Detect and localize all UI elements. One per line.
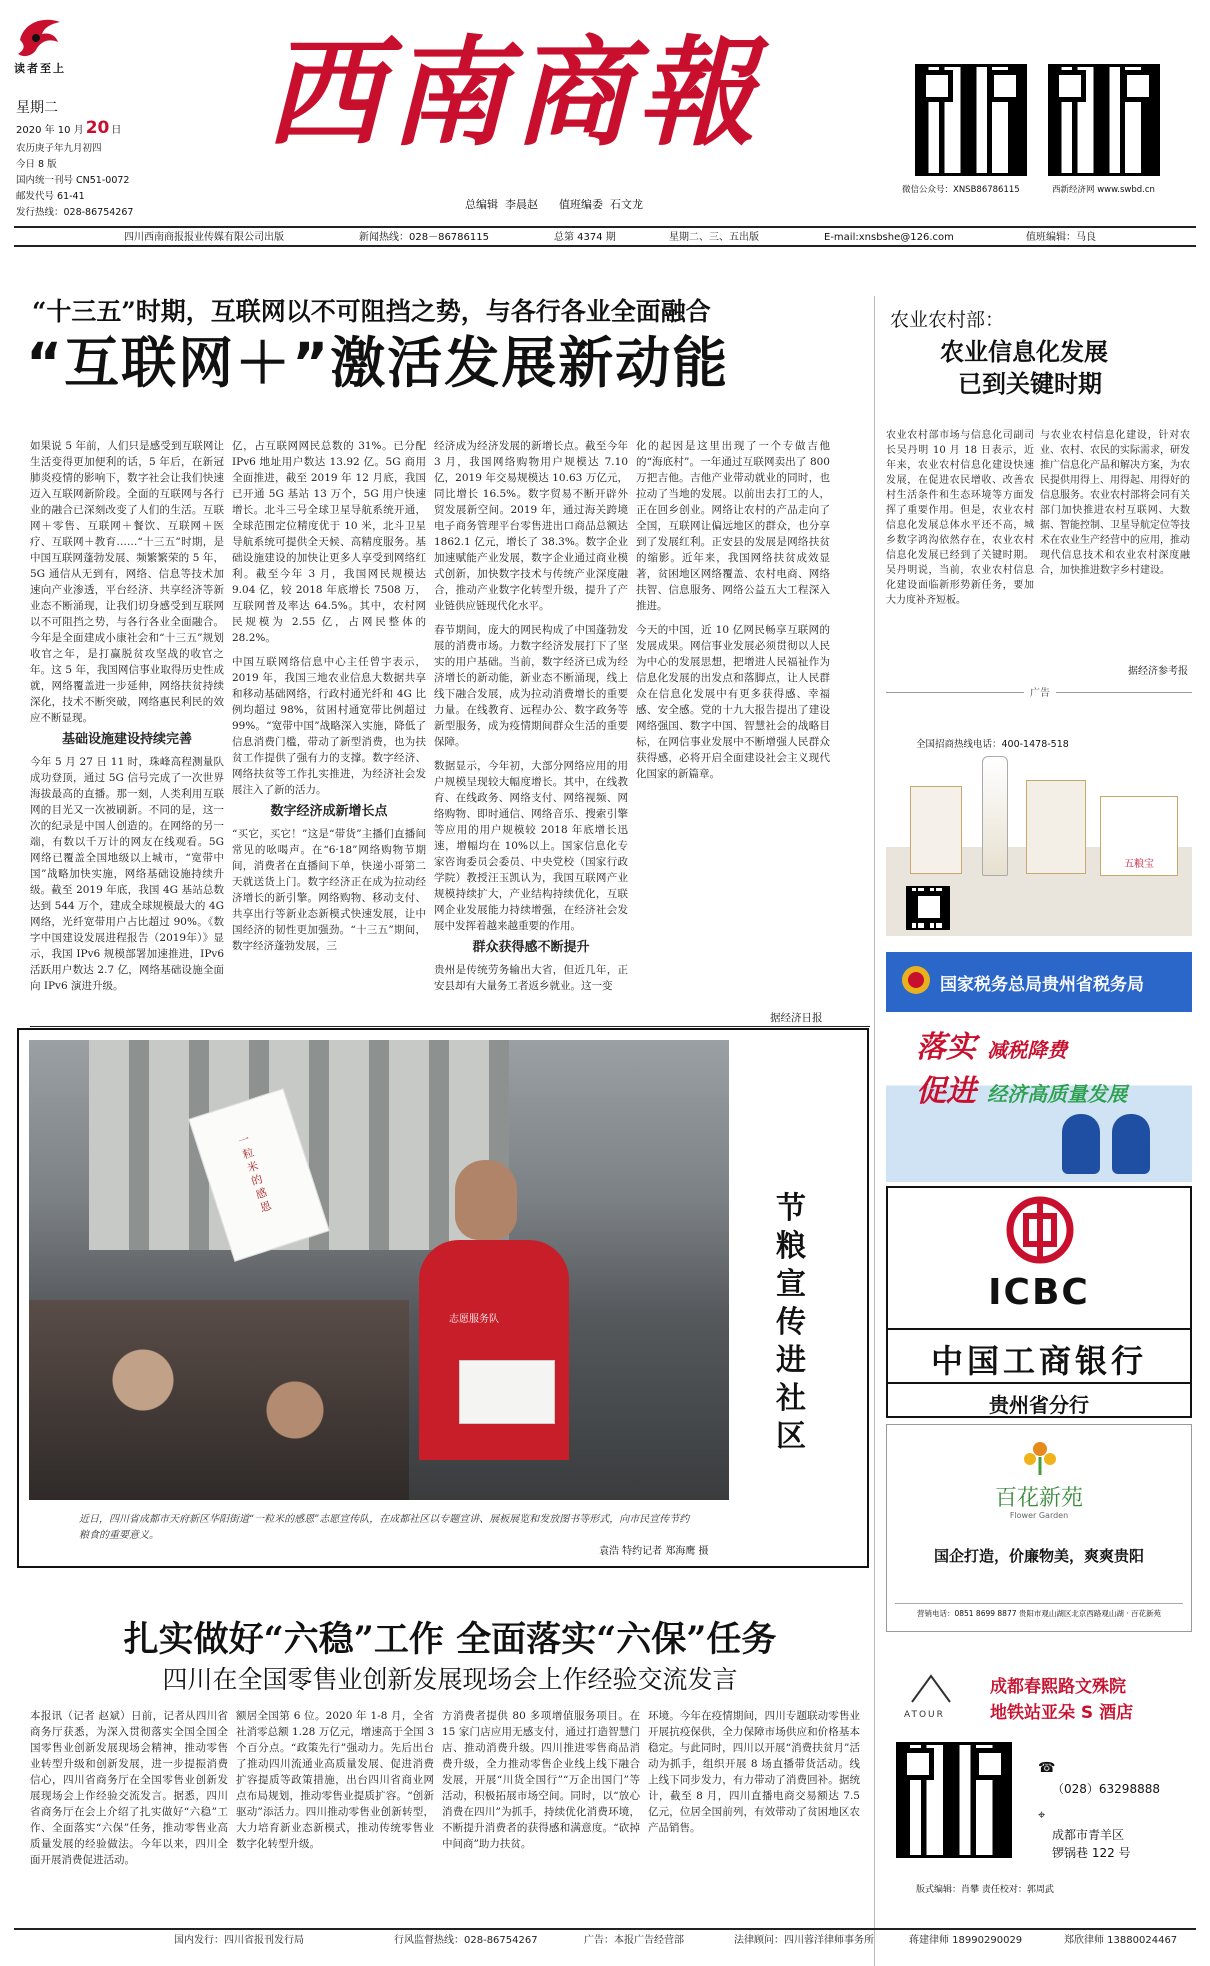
wechat-caption: 微信公众号：XNSB86786115 xyxy=(902,185,1020,195)
liquor-brand: 五粮宝 xyxy=(1124,859,1154,870)
photo-caption: 近日，四川省成都市天府新区华阳街道“一粒米的感恩”志愿宣传队，在成都社区以专题宣讲、展板展览和发放图书等形式，向市民宣传节约粮食的重要意义。 xyxy=(79,1514,690,1541)
icbc-name: 中国工商银行 xyxy=(930,1342,1147,1380)
post-code: 邮发代号 61-41 xyxy=(16,191,85,202)
baihua-slogan: 国企打造，价廉物美，爽爽贵阳 xyxy=(933,1547,1144,1565)
agri-title-2: 已到关键时期 xyxy=(958,370,1102,398)
photo-frame xyxy=(17,1028,869,1568)
lead-column-2: 亿，占互联网网民总数的 31%。已分配 IPv6 地址用户数达 13.92 亿。5G 商用全面推进，截至 2019 年 12 月底，我国已开通 5G 基站 13 万个，5G 用户快速增长。北斗三号全球卫星导航系统开通，全球范围定位精度优于 10 米，北斗卫星导航系统可提供全天候、高精度服务。基础设施建设的加快让更多人享受到网络红利。截至今年 3 月，我国网民规模达 9.04 亿，较 2018 年底增长 7508 万，互联网普及率达 64.5%。其中，农村网民规模为 2.55 亿，占网民整体的 28.2%。 中国互联网络信息中心主任曾宇表示，2019 年，我国三地农业信息大数据共享和移动基础网络，行政村通光纤和 4G 比例均超过 98%，贫困村通宽带比例超过 99%。“宽带中国”战略深入实施，降低了信息消费门槛，带动了新型消费，也为扶贫工作提供了强有力的支撑。数字经济、网络扶贫等工作扎实推进，为经济社会发展注入了新的活力。 数字经济成新增长点 “买它，买它！”这是“带货”主播们直播间常见的吆喝声。在“6·18”网络购物节期间，消费者在直播间下单，快递小哥第二天就送货上门。数字经济正在成为拉动经济增长的新引擎。网络购物、移动支付、共享出行等新业态新模式快速发展，让中国经济的韧性更加强劲。“十三五”期间，数字经济蓬勃发展，三 xyxy=(232,440,426,952)
footer-supervision: 行风监督热线：028-86754267 xyxy=(394,1935,538,1946)
agri-byline: 据经济参考报 xyxy=(1128,666,1188,677)
info-schedule: 星期二、三、五出版 xyxy=(669,232,759,243)
tax-mascot-2 xyxy=(1112,1114,1150,1174)
news-photo xyxy=(29,1040,729,1500)
date-line: 2020 年 10 月 20 日 xyxy=(16,118,122,138)
liquor-box-1 xyxy=(910,786,962,874)
atour-qr-code[interactable] xyxy=(896,1742,1012,1858)
second-column-2: 额居全国第 6 位。2020 年 1-8 月，全省社消零总额 1.28 万亿元，增速高于全国 3 个百分点。“政策先行”强动力。先后出台了推动四川流通业高质量发展、促进消费扩容提质等政策措施，出台四川省商业网点布局规划，推动零售业提质扩容。“创新驱动”添活力。四川推动零售业创新转型，大力培育新业态新模式，推动传统零售业数字化转型升级。 xyxy=(236,1710,434,1850)
lead-column-1: 如果说 5 年前，人们只是感受到互联网让生活变得更加便利的话，5 年后，在新冠肺炎疫情的影响下，数字社会让我们快速迈入互联网新阶段。全面的互联网与各行业的融合已深刻改变了人们的生活。互联网＋零售、互联网＋餐饮、互联网＋医疗、互联网＋教育……“十三五”时期，是中国互联网蓬勃发展、频繁繁荣的 5 年，5G 通信从无到有，网络、信息等技术加速向产业渗透，平台经济、共享经济等新业态不断涌现，让我们切身感受到互联网以不可阻挡之势，与各行各业全面融合。今年是全面建成小康社会和“十三五”规划收官之年，是打赢脱贫攻坚战的收官之年。这 5 年，我国网信事业取得历史性成就，网络覆盖进一步延伸，网络扶贫持续深化，技术不断突破，网络惠民利民的效应不断显现。 基础设施建设持续完善 今年 5 月 27 日 11 时，珠峰高程测量队成功登顶，通过 5G 信号完成了一次世界海拔最高的直播。那一刻，人类利用互联网的目光又一次被刷新。不同的是，这一次的纪录是中国人创造的。在网络的另一端，有数以千万计的网友在线观看。5G 网络已覆盖全国地级以上城市，“宽带中国”战略加快实施，网络基础设施持续升级。截至 2019 年底，我国 4G 基站总数达到 544 万个，建成全球规模最大的 4G 网络，光纤宽带用户占比超过 90%。《数字中国建设发展进程报告（2019年）》显示，我国 IPv6 规模部署加速推进，IPv6 活跃用户数达 2.7 亿，网络基础设施全面向 IPv6 演进升级。 xyxy=(30,440,224,992)
atour-brand: ATOUR xyxy=(904,1710,945,1720)
page-count: 今日 8 版 xyxy=(16,159,57,170)
photo-crowd xyxy=(29,1300,409,1500)
flower-logo-icon xyxy=(1019,1439,1061,1477)
info-bar xyxy=(14,229,1196,247)
footer-ads: 广告：本报广告经营部 xyxy=(584,1935,684,1946)
liquor-box-3 xyxy=(1100,796,1178,876)
second-column-1: 本报讯（记者 赵斌）日前，记者从四川省商务厅获悉，为深入贯彻落实全国全国全国零售业创新发展现场会精神，推动零售业转型升级和创新发展，进一步提振消费信心，四川省商务厅在全国零售业创新发展现场会上作经验交流发言。据悉，四川省商务厅在会上介绍了扎实做好“六稳”工作、全面落实“六保”任务，推动零售业高质量发展的经验做法。今年以来，四川全面开展消费促进活动。 xyxy=(30,1710,228,1866)
atour-ad[interactable] xyxy=(886,1656,1192,1900)
lead-subhead-3: 群众获得感不断提升 xyxy=(472,940,590,955)
newspaper-logo-icon xyxy=(14,12,66,62)
agri-kicker: 农业农村部： xyxy=(890,309,1005,331)
second-subtitle: 四川在全国零售业创新发展现场会上作经验交流发言 xyxy=(162,1665,738,1694)
website-caption: 西新经济网 www.swbd.cn xyxy=(1052,185,1155,195)
lead-kicker: “十三五”时期，互联网以不可阻挡之势，与各行各业全面融合 xyxy=(32,297,711,326)
sidebar-divider xyxy=(874,296,875,1966)
cn-number: 国内统一刊号 CN51-0072 xyxy=(16,175,130,186)
tax-slogan-1: 落实 减税降费 xyxy=(916,1030,1068,1065)
lead-byline: 据经济日报 xyxy=(770,1012,823,1024)
baihua-ad[interactable] xyxy=(886,1424,1192,1632)
distribution-phone: 发行热线：028-86754267 xyxy=(16,207,134,218)
agri-column-2: 与农业农村信息化建设，针对农业、农村、农民的实际需求，研发推广信息化产品和解决方案，为农民提供用得上、用得起、用得好的信息服务。农业农村部将会同有关部门加快推进农村互联网、大数据、智能控制、卫星导航定位等技术在农业生产经营中的应用，推动现代信息技术和农业农村深度融合，加快推进数字乡村建设。 xyxy=(1040,430,1190,576)
agri-column-1: 农业农村部市场与信息化司副司长吴丹明 10 月 18 日表示，近年来，农业农村信息化建设快速发展，在促进农民增收、改善农村生活条件和生态环境等方面发挥了重要作用。但是，农业农村信息化发展总体水平还不高，城乡数字鸿沟依然存在，农业农村信息化发展已经到了关键时期。吴丹明说，当前，农业农村信息化建设面临新形势新任务，要加大力度补齐短板。 xyxy=(886,430,1034,606)
second-column-3: 方消费者提供 80 多项增值服务项目。在 15 家门店应用无感支付，通过打造智慧门店、推动消费升级。四川推进零售商品消费升级，全力推动零售企业线上线下融合发展，开展“川货全国行”“万企出国门”等活动，积极拓展市场空间。同时，以“放心消费在四川”为抓手，持续优化消费环境，不断提升消费者的获得感和满意度。“砍掉中间商”助力扶贫。 xyxy=(442,1710,640,1850)
icbc-divider xyxy=(888,1328,1190,1330)
date-day: 20 xyxy=(85,118,110,138)
icbc-branch-divider xyxy=(888,1382,1190,1384)
lead-subhead-1: 基础设施建设持续完善 xyxy=(61,732,192,747)
masthead xyxy=(0,0,1210,232)
atour-title-2: 地铁站亚朵 S 酒店 xyxy=(990,1703,1134,1723)
tax-emblem-icon xyxy=(900,964,932,996)
photo-booklets xyxy=(459,1360,555,1424)
footer-legal: 法律顾问：四川蓉洋律师事务所 xyxy=(734,1935,874,1946)
tax-mascot-1 xyxy=(1062,1114,1100,1174)
atour-title-1: 成都春熙路文殊院 xyxy=(990,1677,1126,1697)
editor-line: 总编辑 李晨赵 值班编委 石文龙 xyxy=(465,198,643,211)
baihua-name: 百花新苑 xyxy=(994,1486,1083,1511)
masthead-slogan: 读者至上 xyxy=(14,62,66,75)
lunar-date: 农历庚子年九月初四 xyxy=(16,143,102,154)
agri-title-1: 农业信息化发展 xyxy=(940,338,1108,366)
wechat-qr-code[interactable] xyxy=(915,64,1027,176)
tax-slogan-2: 促进 经济高质量发展 xyxy=(916,1074,1128,1109)
atour-phone: （028）63298888 xyxy=(1052,1782,1160,1796)
info-issue: 总第 4374 期 xyxy=(554,232,616,243)
info-publisher: 四川西南商报报业传媒有限公司出版 xyxy=(124,232,284,243)
lead-column-4: 化的起因是这里出现了一个专做吉他的“海底村”。一年通过互联网卖出了 800 万把吉他。吉他产业带动就业的同时，也拉动了当地的发展。以前出去打工的人，正在回乡创业。网络让农村的产品走向了全国，互联网让偏远地区的群众，也分享到了发展红利。正安县的发展是网络扶贫的缩影。近年来，我国网络扶贫成效显著，贫困地区网络覆盖、农村电商、网络扶智、信息服务、网络公益五大工程深入推进。 今天的中国，近 10 亿网民畅享互联网的发展成果。网信事业发展必须贯彻以人民为中心的发展思想，把增进人民福祉作为信息化发展的出发点和落脚点，让人民群众在信息化发展中有更多获得感、幸福感、安全感。党的十九大报告提出了建设网络强国、数字中国、智慧社会的战略目标，在网信事业发展中不断增强人民群众获得感，必将开启全面建设社会主义现代化国家的新篇章。 xyxy=(636,440,830,780)
website-qr-code[interactable] xyxy=(1048,64,1160,176)
lead-bottom-rule xyxy=(30,1026,870,1027)
photo-vertical-title: 节粮宣传进社区 xyxy=(776,1191,806,1454)
atour-address-2: 锣锅巷 122 号 xyxy=(1052,1846,1131,1860)
info-editor: 值班编辑：马良 xyxy=(1026,232,1096,243)
ad-label: 广告 xyxy=(1024,684,1056,699)
info-hotline: 新闻热线：028－86786115 xyxy=(359,232,489,243)
vest-text: 志愿服务队 xyxy=(449,1314,499,1325)
liquor-phone: 全国招商热线电话：400-1478-518 xyxy=(916,739,1069,750)
lead-column-3: 经济成为经济发展的新增长点。截至今年 3 月，我国网络购物用户规模达 7.10 亿，2019 年交易规模达 10.63 万亿元，同比增长 16.5%。数字贸易不断开辟外贸发展新空间。2019 年，通过海关跨境电子商务管理平台零售进出口商品总额达 1862.1 亿元，增长了 38.3%。数字企业加速赋能产业发展，数字企业通过商业模式创新，加快数字技术与传统产业深度融合，推动产业数字化转型升级，提升了产业链供应链现代化水平。 春节期间，庞大的网民构成了中国蓬勃发展的消费市场。力数字经济发展打下了坚实的用户基础。当前，数字经济已成为经济增长的新动能，新业态不断涌现，线上线下融合发展，成为拉动消费增长的重要力量。在线教育、远程办公、数字政务等新型服务，成为疫情期间群众生活的重要保障。 数据显示，今年初，大部分网络应用的用户规模呈现较大幅度增长。其中，在线教育、在线政务、网络支付、网络视频、网络购物、即时通信、网络音乐、搜索引擎等应用的用户规模较 2018 年底增长迅速，增幅均在 10%以上。国家信息化专家咨询委员会委员、中央党校（国家行政学院）教授汪玉凯认为，我国互联网产业规模持续扩大，产业结构持续优化，互联网企业发展能力持续增强，在经济社会发展中发挥着越来越重要的作用。 群众获得感不断提升 贵州是传统劳务输出大省，但近几年，正安县却有大量务工者返乡就业。这一变 xyxy=(434,440,628,992)
atour-address-1: 成都市青羊区 xyxy=(1052,1828,1125,1842)
liquor-box-2 xyxy=(1026,780,1086,874)
photo-credit: 袁浩 特约记者 郑海鹰 摄 xyxy=(599,1546,709,1557)
page-editors: 版式编辑：肖攀 责任校对：郭周武 xyxy=(916,1885,1054,1895)
icbc-logo-text: ICBC xyxy=(988,1272,1090,1313)
footer-lawyer-2: 郑欣律师 13880024467 xyxy=(1064,1935,1178,1946)
second-column-4: 环境。今年在疫情期间，四川专题联动零售业开展抗疫保供，全力保障市场供应和价格基本稳定。与此同时，四川以开展“消费扶贫月”活动为抓手，组织开展 8 场直播带货活动。线上线下同步发力，有力带动了消费回补。据统计，截至 8 月，四川直播电商交易额达 7.5 亿元，位居全国前列，有效带动了贫困地区农产品销售。 xyxy=(648,1710,860,1834)
icbc-ad[interactable] xyxy=(886,1186,1192,1418)
location-icon: ⌖ xyxy=(1038,1808,1046,1823)
lead-headline: “互联网＋”激活发展新动能 xyxy=(26,331,730,395)
atour-logo-icon xyxy=(908,1672,954,1706)
footer-distribution: 国内发行：四川省报刊发行局 xyxy=(174,1935,304,1946)
booklet-text: 一粒米的感恩 xyxy=(236,1132,273,1215)
icbc-branch: 贵州省分行 xyxy=(989,1393,1089,1417)
info-email[interactable]: E-mail:xnsbshe@126.com xyxy=(824,232,954,243)
liquor-qr-code[interactable] xyxy=(906,886,950,930)
baihua-phone: 营销电话：0851 8699 8877 贵阳市观山湖区北京西路观山湖 · 百花新苑 xyxy=(895,1603,1183,1619)
icbc-logo-icon xyxy=(1006,1196,1074,1264)
liquor-bottle xyxy=(982,756,1008,876)
tax-title: 国家税务总局贵州省税务局 xyxy=(940,975,1144,995)
newspaper-title: 西南商報 xyxy=(265,23,762,162)
weekday: 星期二 xyxy=(16,100,58,116)
masthead-rule xyxy=(14,226,1196,228)
second-headline: 扎实做好“六稳”工作 全面落实“六保”任务 xyxy=(123,1619,777,1660)
tax-ad[interactable] xyxy=(886,952,1192,1182)
liquor-ad[interactable] xyxy=(886,714,1192,936)
footer-bar xyxy=(14,1928,1196,1952)
phone-icon: ☎ xyxy=(1038,1760,1056,1776)
baihua-english: Flower Garden xyxy=(1009,1511,1069,1520)
lead-subhead-2: 数字经济成新增长点 xyxy=(270,804,388,819)
footer-lawyer-1: 蒋建律师 18990290029 xyxy=(909,1935,1023,1946)
